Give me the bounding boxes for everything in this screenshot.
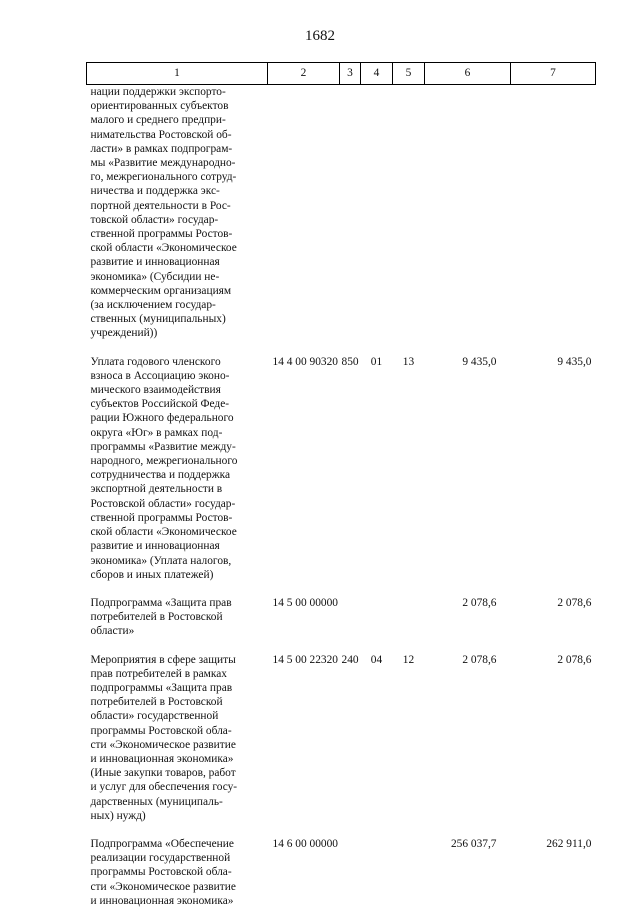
name-line: го, межрегионального сотруд-: [90, 171, 237, 184]
name-line: подпрограммы «Защита прав: [90, 681, 233, 694]
name-line: Мероприятия в сфере защиты: [90, 653, 236, 666]
name-line: ных) нужд): [90, 809, 146, 822]
sum-year2-cell: 9 435,0: [557, 355, 592, 368]
column-header-3: 3: [340, 63, 361, 85]
budget-table: [86, 62, 596, 908]
sum-year1-cell: [425, 85, 511, 341]
sum-year2-cell: 2 078,6: [557, 596, 592, 609]
spacer-cell: [87, 341, 596, 355]
subsection-cell: 12: [402, 653, 415, 666]
name-line: ничества и поддержка экс-: [90, 185, 220, 198]
name-line: малого и среднего предпри-: [90, 114, 226, 127]
name-line: ственных (муниципальных): [90, 313, 226, 326]
sum-year2-cell: 262 911,0: [546, 837, 592, 850]
name-line: учреждений)): [90, 327, 158, 340]
name-cell: [87, 85, 268, 341]
name-line: коммерческим организациям: [90, 284, 232, 297]
name-line: (Иные закупки товаров, работ: [90, 767, 236, 780]
sum-year1-cell: 2 078,6: [462, 596, 497, 609]
row-spacer: [87, 639, 596, 653]
name-line: ственной программы Ростов-: [90, 511, 233, 524]
name-line: округа «Юг» в рамках под-: [90, 426, 223, 439]
name-line: реализации государственной: [90, 852, 231, 865]
name-line: и услуг для обеспечения госу-: [90, 781, 238, 794]
section-cell: [361, 85, 393, 341]
name-line: развитие и инновационная: [90, 540, 220, 553]
expense-type-cell: [340, 837, 361, 908]
code-cell: [268, 85, 340, 341]
expense-type-cell: [340, 596, 361, 639]
name-cell: [87, 355, 268, 582]
code-cell: 14 5 00 22320: [272, 653, 338, 666]
spacer-cell: [87, 823, 596, 837]
expense-type-cell: 850: [341, 355, 359, 368]
expense-type-cell: [340, 85, 361, 341]
name-line: программы Ростовской обла-: [90, 866, 232, 879]
section-cell: [361, 596, 393, 639]
spacer-cell: [87, 582, 596, 596]
row-spacer: [87, 823, 596, 837]
table-row: [87, 837, 596, 908]
section-cell: 01: [370, 355, 383, 368]
page-number: 1682: [305, 28, 335, 44]
subsection-cell: [393, 85, 425, 341]
column-header-7: 7: [511, 63, 596, 85]
column-header-4: 4: [361, 63, 393, 85]
name-line: товской области» государ-: [90, 213, 219, 226]
name-line: мы «Развитие международно-: [90, 157, 236, 170]
name-line: Подпрограмма «Защита прав: [90, 596, 232, 609]
name-line: мического взаимодействия: [90, 384, 221, 397]
section-cell: 04: [370, 653, 383, 666]
name-line: потребителей в Ростовской: [90, 696, 223, 709]
name-line: сборов и иных платежей): [90, 568, 214, 581]
name-line: рации Южного федерального: [90, 412, 234, 425]
name-line: области»: [90, 625, 135, 638]
name-line: ориентированных субъектов: [90, 100, 229, 113]
name-line: области» государственной: [90, 710, 219, 723]
name-line: развитие и инновационная: [90, 256, 220, 269]
name-line: прав потребителей в рамках: [90, 667, 227, 680]
name-line: сти «Экономическое развитие: [90, 738, 236, 751]
subsection-cell: 13: [402, 355, 415, 368]
table-row: [87, 596, 596, 639]
row-spacer: [87, 341, 596, 355]
name-line: и инновационная экономика»: [90, 894, 234, 907]
name-line: сти «Экономическое развитие: [90, 880, 236, 893]
subsection-cell: [393, 596, 425, 639]
name-line: народного, межрегионального: [90, 455, 238, 468]
name-line: потребителей в Ростовской: [90, 611, 223, 624]
code-cell: 14 6 00 00000: [272, 837, 338, 850]
name-line: портной деятельности в Рос-: [90, 199, 231, 212]
name-line: ской области «Экономическое: [90, 526, 237, 539]
name-line: программы «Развитие между-: [90, 440, 236, 453]
table-row: [87, 355, 596, 582]
expense-type-cell: 240: [341, 653, 359, 666]
column-header-6: 6: [425, 63, 511, 85]
column-header-1: 1: [87, 63, 268, 85]
name-line: ласти» в рамках подпрограм-: [90, 142, 233, 155]
header-row: [87, 63, 596, 85]
column-header-5: 5: [393, 63, 425, 85]
name-line: экономика» (Уплата налогов,: [90, 554, 232, 567]
sum-year1-cell: 9 435,0: [462, 355, 497, 368]
name-cell: [87, 596, 268, 639]
sum-year1-cell: 2 078,6: [462, 653, 497, 666]
name-line: Подпрограмма «Обеспечение: [90, 837, 234, 850]
table-row: [87, 653, 596, 823]
column-header-2: 2: [268, 63, 340, 85]
name-line: Уплата годового членского: [90, 355, 221, 368]
sum-year1-cell: 256 037,7: [450, 837, 497, 850]
name-line: взноса в Ассоциацию эконо-: [90, 369, 230, 382]
name-line: экономика» (Субсидии не-: [90, 270, 220, 283]
name-line: ственной программы Ростов-: [90, 228, 233, 241]
sum-year2-cell: 2 078,6: [557, 653, 592, 666]
subsection-cell: [393, 837, 425, 908]
name-line: и инновационная экономика»: [90, 752, 234, 765]
row-spacer: [87, 582, 596, 596]
name-line: сотрудничества и поддержка: [90, 469, 230, 482]
code-cell: 14 5 00 00000: [272, 596, 338, 609]
section-cell: [361, 837, 393, 908]
sum-year2-cell: [511, 85, 596, 341]
name-line: нимательства Ростовской об-: [90, 128, 232, 141]
name-cell: [87, 837, 268, 908]
name-line: экспортной деятельности в: [90, 483, 223, 496]
name-cell: [87, 653, 268, 823]
name-line: программы Ростовской обла-: [90, 724, 232, 737]
name-line: субъектов Российской Феде-: [90, 398, 230, 411]
name-line: дарственных (муниципаль-: [90, 795, 223, 808]
code-cell: 14 4 00 90320: [272, 355, 338, 368]
table-row: [87, 85, 596, 341]
name-line: Ростовской области» государ-: [90, 497, 236, 510]
spacer-cell: [87, 639, 596, 653]
name-line: ской области «Экономическое: [90, 242, 237, 255]
name-line: нации поддержки экспорто-: [90, 86, 226, 98]
name-line: (за исключением государ-: [90, 299, 216, 312]
